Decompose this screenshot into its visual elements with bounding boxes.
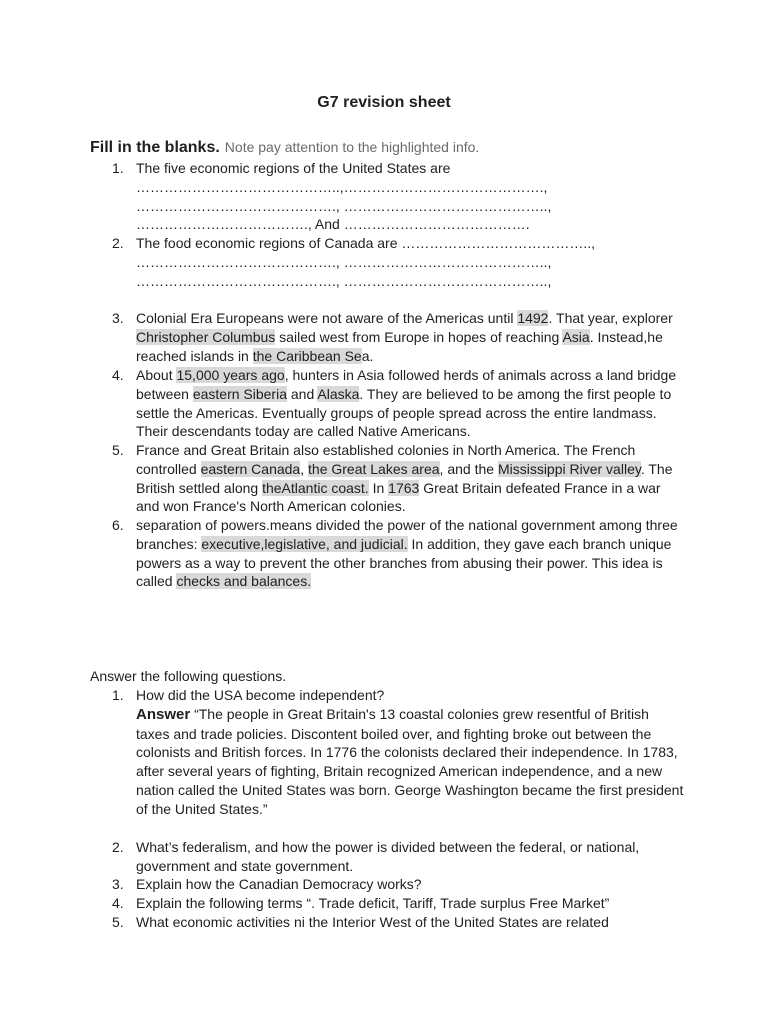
item-line (136, 422, 682, 441)
item-text-segment: powers as a way to prevent the other branches from abusing their power. This idea is (136, 554, 663, 571)
highlighted-text: Mississippi River valley (497, 460, 641, 477)
item-line (136, 328, 682, 347)
highlighted-text: executive,legislative, and judicial. (201, 535, 408, 552)
item-text-segment: and won France's North American colonies. (136, 498, 406, 515)
answer-label: Answer (136, 705, 191, 723)
highlighted-text: Asia (562, 328, 590, 345)
item-text-segment: . They are believed to be among the first people to (359, 385, 672, 402)
answer-text: nation called the United States was born. George Washington became the first president (136, 781, 684, 798)
item-line (136, 441, 682, 460)
blank-line: ………………………………., And …………………………………. (136, 216, 530, 233)
item-number: 2. (112, 235, 124, 251)
question-text: How did the USA become independent? (136, 687, 385, 703)
item-line (136, 516, 682, 535)
answer-text: “The people in Great Britain's 13 coastal colonies grew resentful of British (190, 705, 649, 722)
item-line (136, 572, 682, 591)
item-text-segment: and (287, 385, 318, 402)
item-line (136, 479, 682, 498)
question-text: government and state government. (136, 857, 354, 874)
item-text-segment: controlled (136, 460, 201, 477)
answer-text: taxes and trade policies. Discontent boiled over, and fighting broke out between the (136, 725, 652, 742)
item-text-segment: branches: (136, 535, 202, 552)
item-text-segment: called (136, 573, 177, 590)
item-line (136, 404, 682, 423)
item-number: 4. (112, 367, 124, 383)
item-text-segment: . The (640, 460, 673, 477)
highlighted-text: 15,000 years ago (176, 367, 285, 383)
highlighted-text: 1763 (388, 479, 420, 496)
item-line: The five economic regions of the United States are (136, 160, 451, 176)
highlighted-text: Christopher Columbus (136, 328, 276, 345)
item-number: 5. (112, 442, 124, 458)
question-number: 5. (112, 914, 124, 930)
question-text: What economic activities ni the Interior West of the United States are related (136, 914, 609, 930)
blank-line: ……………………………………., …………………………………….., (136, 253, 552, 270)
highlighted-text: the Great Lakes area (308, 460, 440, 477)
answer-section-heading: Answer the following questions. (90, 668, 287, 684)
item-line (136, 366, 682, 385)
item-text (136, 441, 682, 516)
highlighted-text: 1492 (517, 310, 549, 326)
question-number: 2. (112, 839, 124, 855)
answer-text: of the United States.” (136, 800, 268, 817)
question-text: Explain the following terms “. Trade deficit, Tariff, Trade surplus Free Market” (136, 895, 610, 911)
blank-line: ……………………………………., …………………………………….., (136, 197, 552, 214)
item-text-segment: About (136, 367, 177, 383)
item-text (136, 366, 682, 441)
item-text-segment: Colonial Era Europeans were not aware of the Americas until (136, 310, 518, 326)
item-line (136, 460, 682, 479)
item-text-segment: separation of powers.means divided the power of the national government among three (136, 517, 678, 533)
item-line (136, 535, 682, 554)
question-number: 1. (112, 687, 124, 703)
answer-text: after several years of fighting, Britain recognized American independence, and a new (136, 763, 663, 780)
blank-line: ……………………………………..,……………………………………., (136, 178, 548, 195)
item-text-segment: In (368, 479, 389, 496)
item-text-segment: , and the (439, 460, 498, 477)
question-number: 4. (112, 895, 124, 911)
fill-blanks-heading-label: Fill in the blanks. (90, 139, 220, 156)
item-line (136, 347, 682, 366)
item-number: 1. (112, 160, 124, 176)
question-text: Explain how the Canadian Democracy works? (136, 876, 422, 892)
fill-blanks-heading (90, 136, 479, 159)
item-line (136, 554, 682, 573)
highlighted-text: checks and balances. (176, 573, 312, 590)
question-text: What’s federalism, and how the power is divided between the federal, or national, (136, 839, 640, 855)
item-number: 6. (112, 517, 124, 533)
item-text-segment: Great Britain defeated France in a war (419, 479, 661, 496)
question-number: 3. (112, 876, 124, 892)
item-text-segment: . Instead,he (589, 328, 663, 345)
item-line (136, 385, 682, 404)
item-text-segment: reached islands in (136, 347, 253, 364)
item-text (136, 516, 682, 591)
item-text (136, 309, 682, 365)
answer-text: colonists and British forces. In 1776 the colonists declared their independence. In 1783, (136, 744, 678, 761)
answer-line (136, 705, 682, 725)
item-text-segment: In addition, they gave each branch unique (407, 535, 672, 552)
item-text-segment: Their descendants today are called Native Americans. (136, 423, 471, 440)
item-line (136, 309, 682, 328)
item-text-segment: sailed west from Europe in hopes of reaching (275, 328, 563, 345)
highlighted-text: the Caribbean Se (252, 347, 362, 364)
item-text-segment: France and Great Britain also established colonies in North America. The French (136, 442, 636, 458)
item-text-segment: between (136, 385, 193, 402)
highlighted-text: eastern Canada (200, 460, 301, 477)
highlighted-text: eastern Siberia (192, 385, 287, 402)
fill-blanks-note: Note pay attention to the highlighted info. (224, 139, 480, 155)
highlighted-text: Alaska (317, 385, 360, 402)
highlighted-text: theAtlantic coast. (262, 479, 369, 496)
item-text-segment: British settled along (136, 479, 263, 496)
item-line (136, 497, 682, 516)
item-number: 3. (112, 310, 124, 326)
item-text-segment: , hunters in Asia followed herds of animals across a land bridge (284, 367, 677, 383)
item-text-segment: settle the Americas. Eventually groups of people spread across the entire landmass. (136, 404, 657, 421)
item-text-segment: , (300, 460, 309, 477)
page-title: G7 revision sheet (317, 94, 451, 111)
item-line: The food economic regions of Canada are ………………………………….., (136, 235, 596, 251)
blank-line: ……………………………………., …………………………………….., (136, 272, 552, 289)
item-text-segment: a. (361, 347, 374, 364)
item-text-segment: . That year, explorer (548, 310, 673, 326)
